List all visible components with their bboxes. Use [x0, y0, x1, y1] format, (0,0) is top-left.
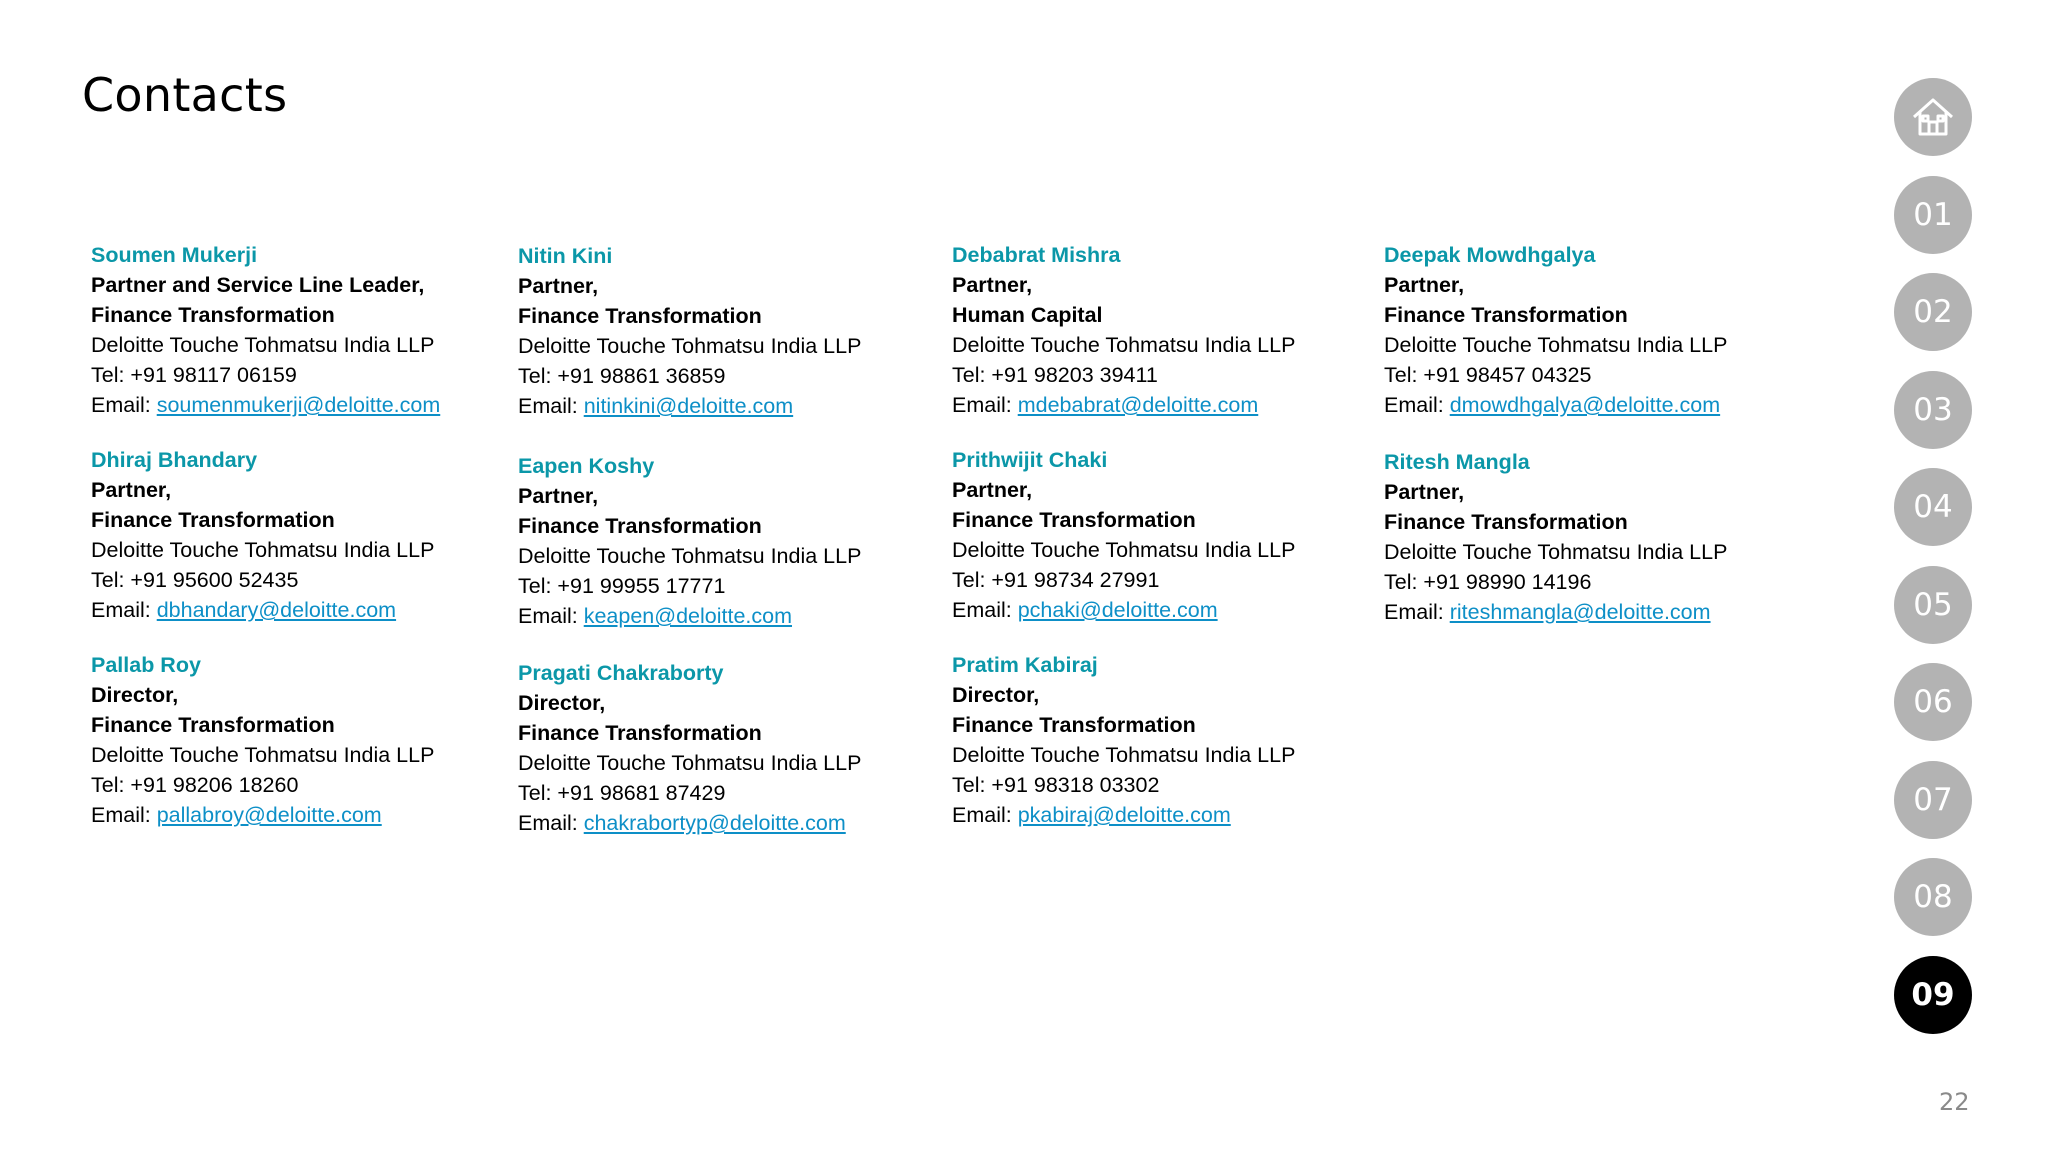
contact-role: Partner,	[1384, 480, 1465, 504]
contact-firm: Deloitte Touche Tohmatsu India LLP	[91, 538, 435, 562]
contact-card	[518, 658, 938, 838]
nav-section-08[interactable]: 08	[1894, 858, 1972, 936]
contact-department: Finance Transformation	[952, 508, 1196, 532]
contact-name: Deepak Mowdhgalya	[1384, 243, 1596, 267]
contact-phone: Tel: +91 95600 52435	[91, 568, 299, 592]
contact-phone: Tel: +91 98318 03302	[952, 773, 1160, 797]
email-link[interactable]: nitinkini@deloitte.com	[583, 394, 794, 418]
contact-phone: Tel: +91 98990 14196	[1384, 570, 1592, 594]
email-link[interactable]: keapen@deloitte.com	[583, 604, 792, 628]
contact-card	[91, 240, 511, 420]
contact-firm: Deloitte Touche Tohmatsu India LLP	[1384, 540, 1728, 564]
email-link[interactable]: mdebabrat@deloitte.com	[1017, 393, 1259, 417]
contact-name: Pragati Chakraborty	[518, 661, 724, 685]
page-title: Contacts	[82, 68, 288, 122]
contact-department: Finance Transformation	[91, 713, 335, 737]
email-label: Email:	[91, 393, 157, 417]
contact-email-row	[952, 595, 1372, 625]
contact-card	[952, 445, 1372, 625]
contact-department: Finance Transformation	[91, 303, 335, 327]
contact-department: Finance Transformation	[952, 713, 1196, 737]
email-label: Email:	[518, 811, 584, 835]
contact-card	[91, 650, 511, 830]
contact-department: Finance Transformation	[518, 514, 762, 538]
contact-role: Partner and Service Line Leader,	[91, 273, 425, 297]
nav-section-05[interactable]: 05	[1894, 566, 1972, 644]
contact-department: Finance Transformation	[518, 304, 762, 328]
contact-firm: Deloitte Touche Tohmatsu India LLP	[952, 333, 1296, 357]
contact-department: Finance Transformation	[1384, 510, 1628, 534]
email-link[interactable]: pchaki@deloitte.com	[1017, 598, 1218, 622]
nav-section-01[interactable]: 01	[1894, 176, 1972, 254]
contact-name: Nitin Kini	[518, 244, 613, 268]
email-label: Email:	[1384, 393, 1450, 417]
home-button[interactable]	[1894, 78, 1972, 156]
email-link[interactable]: dmowdhgalya@deloitte.com	[1449, 393, 1721, 417]
email-link[interactable]: riteshmangla@deloitte.com	[1449, 600, 1711, 624]
contact-role: Partner,	[518, 274, 599, 298]
email-label: Email:	[518, 394, 584, 418]
contact-card	[91, 445, 511, 625]
contact-email-row	[518, 808, 938, 838]
contact-firm: Deloitte Touche Tohmatsu India LLP	[518, 544, 862, 568]
contact-phone: Tel: +91 98203 39411	[952, 363, 1158, 387]
home-icon	[1909, 93, 1957, 141]
contact-name: Pallab Roy	[91, 653, 201, 677]
contact-department: Finance Transformation	[1384, 303, 1628, 327]
contact-firm: Deloitte Touche Tohmatsu India LLP	[952, 743, 1296, 767]
contact-card	[1384, 447, 1804, 627]
contact-email-row	[518, 601, 938, 631]
contact-email-row	[91, 800, 511, 830]
contact-firm: Deloitte Touche Tohmatsu India LLP	[91, 743, 435, 767]
contact-phone: Tel: +91 99955 17771	[518, 574, 726, 598]
contact-card	[952, 240, 1372, 420]
contact-phone: Tel: +91 98117 06159	[91, 363, 297, 387]
contact-email-row	[518, 391, 938, 421]
email-link[interactable]: pkabiraj@deloitte.com	[1017, 803, 1231, 827]
contact-department: Finance Transformation	[91, 508, 335, 532]
email-label: Email:	[952, 393, 1018, 417]
contact-name: Prithwijit Chaki	[952, 448, 1108, 472]
email-link[interactable]: dbhandary@deloitte.com	[156, 598, 397, 622]
contact-name: Eapen Koshy	[518, 454, 655, 478]
email-label: Email:	[91, 598, 157, 622]
nav-section-03[interactable]: 03	[1894, 371, 1972, 449]
contact-name: Soumen Mukerji	[91, 243, 258, 267]
contact-role: Director,	[952, 683, 1040, 707]
contact-phone: Tel: +91 98734 27991	[952, 568, 1160, 592]
contact-phone: Tel: +91 98206 18260	[91, 773, 299, 797]
section-nav	[1894, 78, 1972, 1053]
contact-email-row	[952, 390, 1372, 420]
contact-email-row	[1384, 597, 1804, 627]
contact-phone: Tel: +91 98457 04325	[1384, 363, 1592, 387]
nav-section-06[interactable]: 06	[1894, 663, 1972, 741]
contact-phone: Tel: +91 98861 36859	[518, 364, 726, 388]
contact-firm: Deloitte Touche Tohmatsu India LLP	[518, 751, 862, 775]
contact-role: Partner,	[952, 478, 1033, 502]
email-link[interactable]: pallabroy@deloitte.com	[156, 803, 382, 827]
nav-section-04[interactable]: 04	[1894, 468, 1972, 546]
nav-section-07[interactable]: 07	[1894, 761, 1972, 839]
email-label: Email:	[952, 598, 1018, 622]
email-link[interactable]: chakrabortyp@deloitte.com	[583, 811, 846, 835]
email-label: Email:	[91, 803, 157, 827]
contact-name: Ritesh Mangla	[1384, 450, 1530, 474]
contact-role: Director,	[518, 691, 606, 715]
contact-department: Human Capital	[952, 303, 1103, 327]
contact-firm: Deloitte Touche Tohmatsu India LLP	[952, 538, 1296, 562]
contact-role: Partner,	[91, 478, 172, 502]
contact-name: Dhiraj Bhandary	[91, 448, 258, 472]
contact-role: Partner,	[518, 484, 599, 508]
contact-name: Debabrat Mishra	[952, 243, 1121, 267]
nav-section-02[interactable]: 02	[1894, 273, 1972, 351]
contact-card	[518, 241, 938, 421]
contact-email-row	[1384, 390, 1804, 420]
contact-phone: Tel: +91 98681 87429	[518, 781, 726, 805]
contact-firm: Deloitte Touche Tohmatsu India LLP	[91, 333, 435, 357]
email-label: Email:	[1384, 600, 1450, 624]
email-label: Email:	[518, 604, 584, 628]
contact-department: Finance Transformation	[518, 721, 762, 745]
contact-card	[1384, 240, 1804, 420]
email-link[interactable]: soumenmukerji@deloitte.com	[156, 393, 441, 417]
contact-card	[952, 650, 1372, 830]
contact-role: Partner,	[1384, 273, 1465, 297]
contact-role: Director,	[91, 683, 179, 707]
contact-role: Partner,	[952, 273, 1033, 297]
contact-firm: Deloitte Touche Tohmatsu India LLP	[518, 334, 862, 358]
contact-card	[518, 451, 938, 631]
page-number: 22	[1939, 1088, 1970, 1116]
email-label: Email:	[952, 803, 1018, 827]
contact-firm: Deloitte Touche Tohmatsu India LLP	[1384, 333, 1728, 357]
contact-name: Pratim Kabiraj	[952, 653, 1098, 677]
contact-email-row	[91, 595, 511, 625]
contact-email-row	[91, 390, 511, 420]
contact-email-row	[952, 800, 1372, 830]
nav-section-09-active[interactable]: 09	[1894, 956, 1972, 1034]
